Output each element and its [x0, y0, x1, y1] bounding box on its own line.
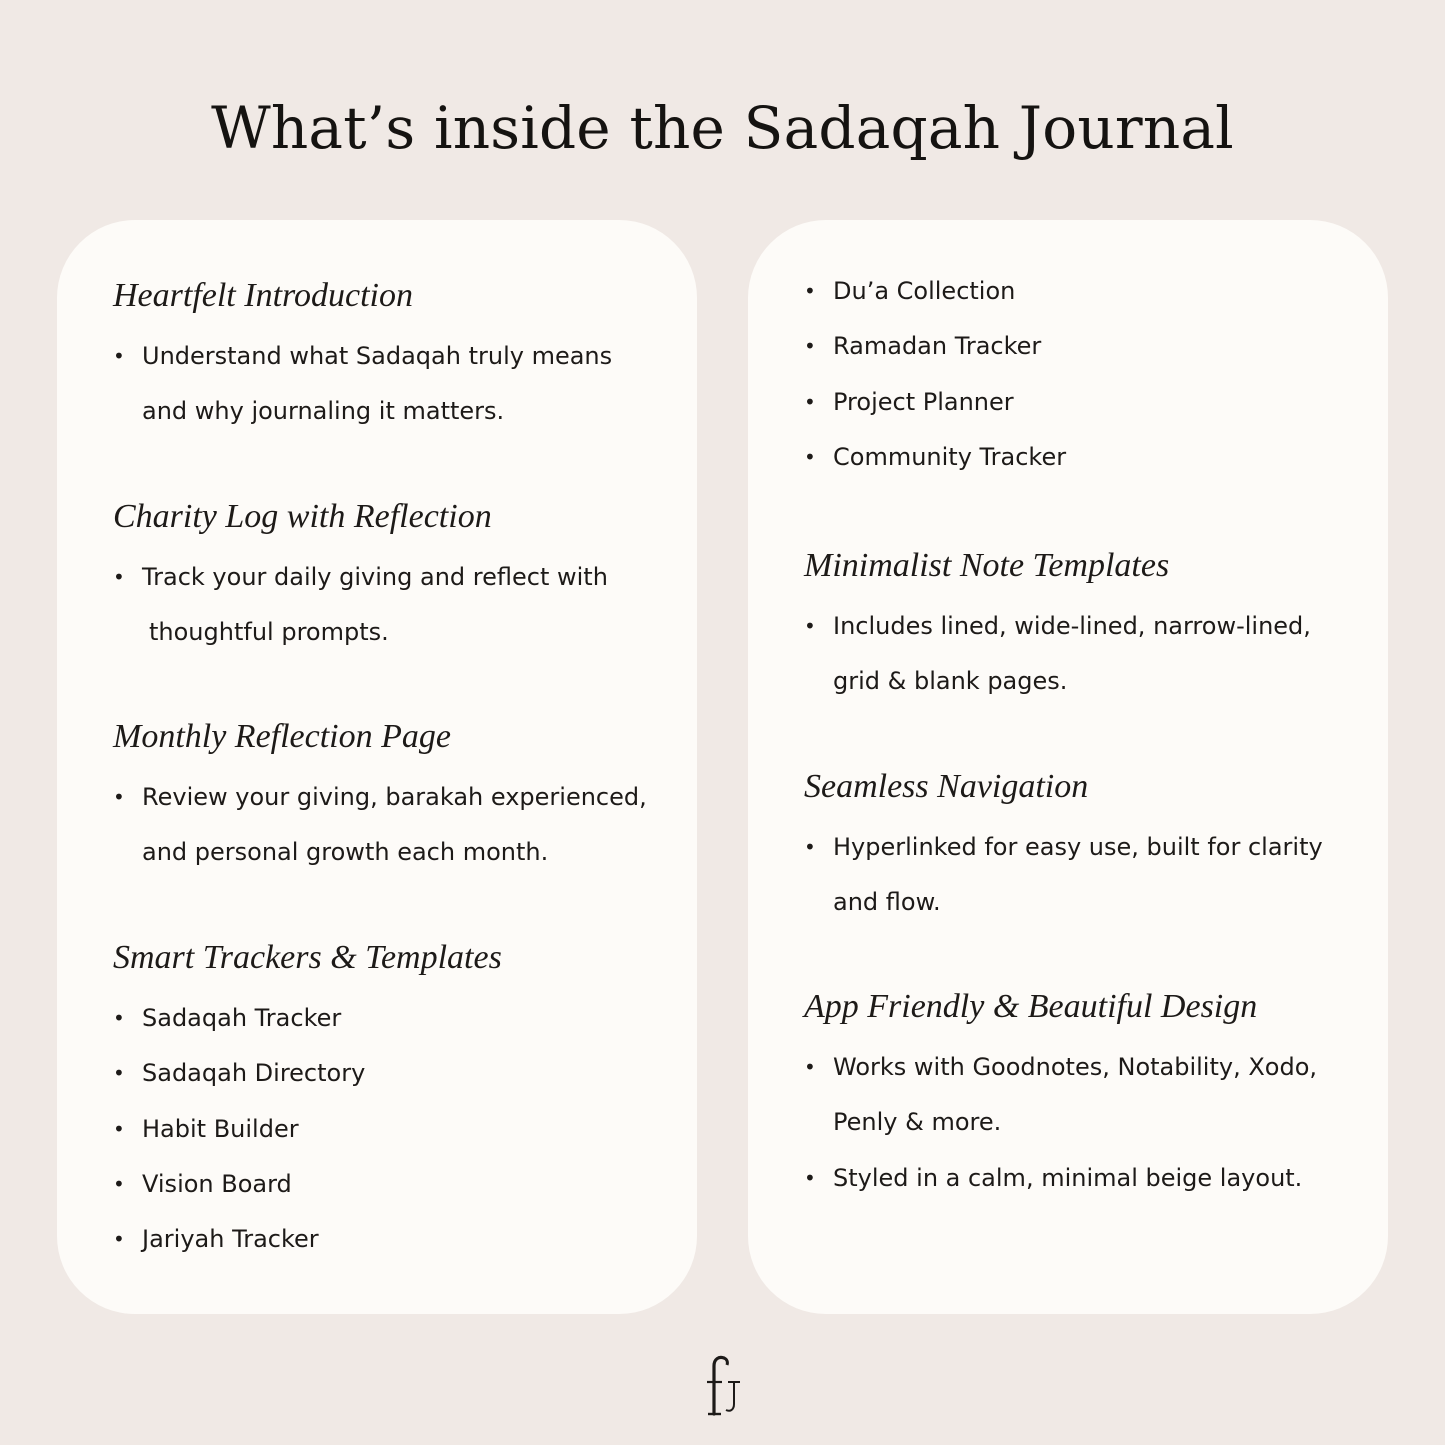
list-item-text: and personal growth each month. — [142, 838, 549, 867]
list-item — [804, 1151, 1364, 1206]
bullet-dot-icon: • — [113, 1116, 125, 1141]
bullet-list — [113, 329, 673, 440]
bullet-list — [804, 599, 1364, 710]
list-item-continuation — [804, 654, 1364, 709]
section-heading: App Friendly & Beautiful Design — [804, 988, 1258, 1025]
section-charity-log — [113, 494, 673, 661]
list-item — [113, 991, 673, 1046]
list-item-continuation — [113, 605, 673, 660]
left-feature-card — [57, 220, 697, 1314]
list-item — [113, 1157, 673, 1212]
bullet-dot-icon: • — [804, 389, 816, 414]
list-item-text: Habit Builder — [142, 1114, 299, 1143]
bullet-dot-icon: • — [113, 1227, 125, 1252]
list-item — [113, 770, 673, 825]
list-item-text: Track your daily giving and reflect with — [142, 563, 608, 591]
bullet-dot-icon: • — [113, 565, 125, 589]
list-item — [804, 264, 1364, 319]
list-item — [804, 599, 1364, 654]
list-item — [113, 1102, 673, 1157]
section-heading: Minimalist Note Templates — [804, 547, 1170, 584]
list-item-text: Works with Goodnotes, Notability, Xodo, — [833, 1053, 1318, 1081]
page-title: What’s inside the Sadaqah Journal — [211, 94, 1234, 162]
list-item-text: Styled in a calm, minimal beige layout. — [833, 1163, 1303, 1192]
list-item — [804, 319, 1364, 374]
bullet-list — [113, 770, 673, 881]
bullet-list — [113, 991, 673, 1267]
list-item-text: Jariyah Tracker — [142, 1225, 319, 1254]
section-heading: Heartfelt Introduction — [113, 277, 413, 314]
list-item-continuation — [804, 1095, 1364, 1150]
section-minimalist-note-templates — [804, 543, 1364, 710]
section-trackers-continued — [804, 264, 1364, 485]
list-item-text: Vision Board — [142, 1169, 292, 1198]
section-monthly-reflection — [113, 714, 673, 881]
list-item-continuation — [804, 875, 1364, 930]
bullet-dot-icon: • — [113, 785, 125, 809]
bullet-dot-icon: • — [804, 835, 816, 859]
list-item-text: Review your giving, barakah experienced, — [142, 783, 647, 811]
list-item — [804, 430, 1364, 485]
list-item-text: and flow. — [833, 888, 941, 917]
section-heading: Charity Log with Reflection — [113, 498, 492, 535]
bullet-list — [804, 820, 1364, 931]
bullet-dot-icon: • — [113, 1061, 125, 1086]
list-item-text: Community Tracker — [833, 442, 1067, 471]
section-heading: Smart Trackers & Templates — [113, 939, 502, 976]
brand-monogram-icon — [700, 1352, 746, 1418]
section-smart-trackers — [113, 935, 673, 1267]
list-item — [113, 1212, 673, 1267]
list-item — [804, 820, 1364, 875]
list-item-continuation — [113, 384, 673, 439]
section-app-friendly-design — [804, 984, 1364, 1206]
bullet-dot-icon: • — [113, 344, 125, 368]
list-item-text: and why journaling it matters. — [142, 397, 505, 426]
section-heading: Monthly Reflection Page — [113, 718, 451, 755]
list-item-text: Sadaqah Tracker — [142, 1004, 342, 1032]
list-item-text: Hyperlinked for easy use, built for clarity — [833, 833, 1323, 861]
bullet-dot-icon: • — [113, 1171, 125, 1196]
list-item — [113, 329, 673, 384]
list-item-text: Du’a Collection — [833, 277, 1016, 305]
list-item-text: Understand what Sadaqah truly means — [142, 342, 613, 370]
list-item — [113, 550, 673, 605]
section-seamless-navigation — [804, 764, 1364, 931]
list-item-text: grid & blank pages. — [833, 667, 1068, 696]
list-item — [804, 1040, 1364, 1095]
list-item-text: Penly & more. — [833, 1108, 1002, 1137]
list-item-text: Ramadan Tracker — [833, 332, 1042, 361]
bullet-dot-icon: • — [804, 1165, 816, 1190]
right-feature-card — [748, 220, 1388, 1314]
bullet-dot-icon: • — [804, 1055, 816, 1079]
bullet-dot-icon: • — [804, 614, 816, 638]
bullet-list — [804, 1040, 1364, 1206]
list-item-continuation — [113, 825, 673, 880]
bullet-dot-icon: • — [113, 1006, 125, 1030]
bullet-dot-icon: • — [804, 444, 816, 469]
bullet-dot-icon: • — [804, 279, 816, 303]
list-item-text: Includes lined, wide-lined, narrow-lined, — [833, 612, 1311, 640]
bullet-dot-icon: • — [804, 334, 816, 359]
bullet-list — [113, 550, 673, 661]
list-item-text: Sadaqah Directory — [142, 1059, 366, 1088]
list-item-text: thoughtful prompts. — [149, 618, 389, 647]
section-heading: Seamless Navigation — [804, 768, 1089, 805]
list-item-text: Project Planner — [833, 387, 1014, 416]
bullet-list — [804, 264, 1364, 485]
list-item — [113, 1046, 673, 1101]
list-item — [804, 375, 1364, 430]
section-heartfelt-introduction — [113, 273, 673, 440]
